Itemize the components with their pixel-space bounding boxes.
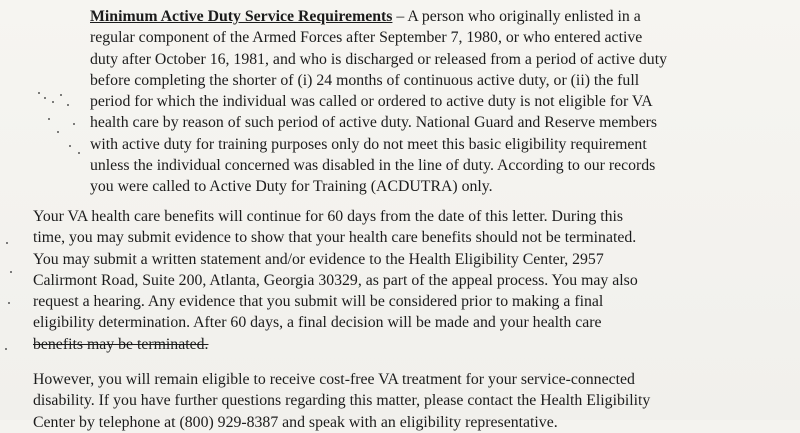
benefits-notice-text: Your VA health care benefits will continue for 60 days from the date of this letter. During this time, you may submit evidence to show that your health care benefits should not be terminated. You may submit a written statement and/or evidence to the Health Eligibility Center, 2957 Calirmont Road, Suite 200, Atlanta, Georgia 30329, as part of the appeal process. You may also request a hearing. Any evidence that you submit will be considered prior to making a final eligibility determination. After 60 days, a final decision will be made and your health care	[33, 208, 638, 332]
scan-speck	[73, 123, 75, 125]
scan-speck	[6, 242, 8, 244]
scan-speck	[57, 131, 59, 133]
benefits-terminated-text: benefits may be terminated.	[33, 335, 209, 353]
scan-speck	[67, 104, 69, 106]
scan-speck	[5, 348, 7, 350]
scan-speck	[69, 145, 71, 147]
benefits-notice-paragraph	[33, 206, 798, 355]
scan-speck	[78, 152, 80, 154]
scan-speck	[10, 271, 12, 273]
scan-speck	[38, 92, 40, 94]
scan-speck	[44, 97, 46, 99]
requirements-paragraph	[90, 6, 800, 198]
scan-speck	[8, 302, 10, 304]
service-connected-text: However, you will remain eligible to receive cost-free VA treatment for your service-connected disability. If you have further questions regarding this matter, please contact the Health Eligibility Center by telephone at (800) 929-8387 and speak with an eligibility representative.	[33, 371, 651, 431]
requirements-text: – A person who originally enlisted in a regular component of the Armed Forces after September 7, 1980, or who entered active duty after October 16, 1981, and who is discharged or released from a period of active duty before completing the shorter of (i) 24 months of continuous active duty, or (ii) the full period for which the individual was called or ordered to active duty is not eligible for VA health care by reason of such period of active duty. National Guard and Reserve members with active duty for training purposes only do not meet this basic eligibility requirement unless the individual concerned was disabled in the line of duty. According to our records you were called to Active Duty for Training (ACDUTRA) only.	[90, 8, 667, 196]
scan-speck	[60, 94, 62, 96]
scan-speck	[52, 101, 54, 103]
requirements-heading: Minimum Active Duty Service Requirements	[90, 8, 393, 25]
scan-speck	[48, 118, 50, 120]
service-connected-paragraph	[33, 369, 798, 433]
